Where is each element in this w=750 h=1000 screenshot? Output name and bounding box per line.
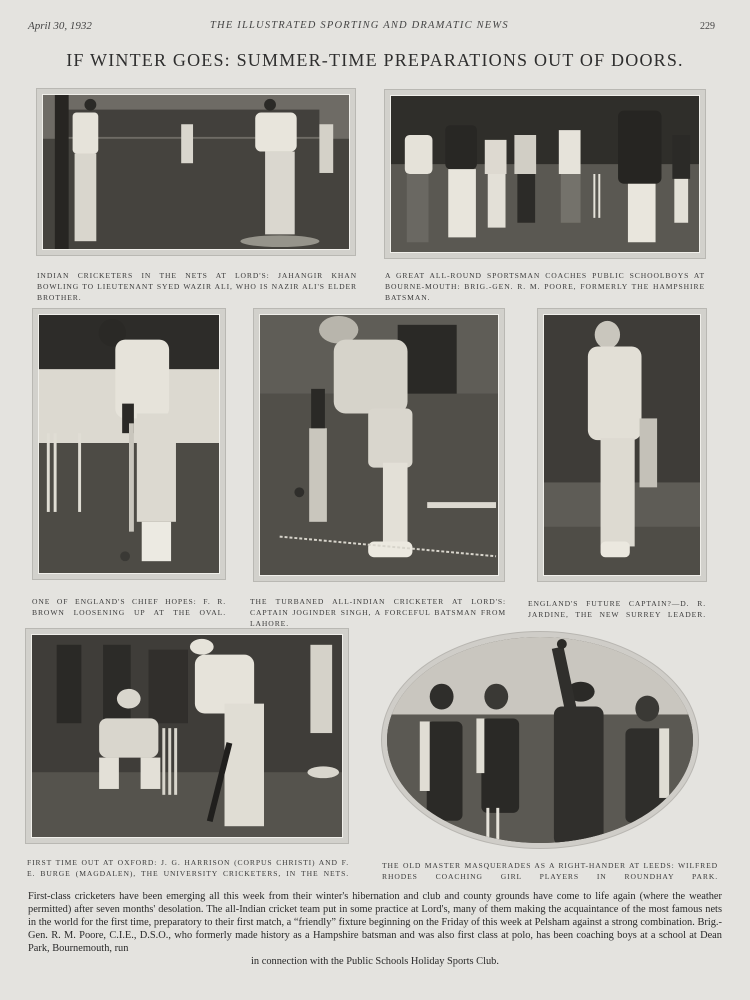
jardine-batting-photo	[544, 315, 700, 575]
article-body	[28, 890, 722, 968]
caption-poore-coaching: A GREAT ALL-ROUND SPORTSMAN COACHES PUBLIC SCHOOLBOYS AT BOURNE-MOUTH: BRIG.-GEN. R. M. POORE, FORMERLY THE HAMPSHIRE BATSMAN.	[385, 271, 705, 302]
article-last-line: in connection with the Public Schools Holiday Sports Club.	[251, 956, 499, 967]
brown-batting-photo	[39, 315, 219, 573]
photo-nets-lords	[36, 88, 356, 256]
photo-brown-oval	[32, 308, 226, 580]
article-paragraph: First-class cricketers have been emerging all this week from their winter's hibernation and club and county grounds have come to life again (where the weather permitted) after seven months' desolation. The all-Indian cricket team put in some practice at Lord's, many of them making the acquaintance of the most famous nets in the world for the first time, preparatory to their first match, a “friendly” fixture beginning on the Friday of this week at Pelsham against a strong combination. Brig.-Gen. R. M. Poore, C.I.E., D.S.O., who formerly made history as a Hampshire batsman and was also first class at polo, has been coaching boys at a school at Dean Park, Bournemouth, run	[28, 891, 722, 954]
schoolboys-coaching-photo	[391, 96, 699, 252]
rhodes-coaching-photo	[387, 637, 693, 843]
publication-title: THE ILLUSTRATED SPORTING AND DRAMATIC NEWS	[210, 20, 509, 31]
photo-joginder-singh	[253, 308, 505, 582]
caption-brown-oval: ONE OF ENGLAND'S CHIEF HOPES: F. R. BROWN LOOSENING UP AT THE OVAL.	[32, 597, 226, 617]
caption-oxford-nets: FIRST TIME OUT AT OXFORD: J. G. HARRISON (CORPUS CHRISTI) AND F. E. BURGE (MAGDALEN), THE UNIVERSITY CRICKETERS, IN THE NETS.	[27, 858, 349, 878]
caption-rhodes-leeds: THE OLD MASTER MASQUERADES AS A RIGHT-HANDER AT LEEDS: WILFRED RHODES COACHING GIRL PLAYERS IN ROUNDHAY PARK.	[382, 861, 718, 881]
caption-jardine: ENGLAND'S FUTURE CAPTAIN?—D. R. JARDINE, THE NEW SURREY LEADER.	[528, 599, 706, 619]
page-number: 229	[700, 21, 715, 32]
issue-date: April 30, 1932	[28, 20, 92, 32]
joginder-singh-batting-photo	[260, 315, 498, 575]
page-headline: IF WINTER GOES: SUMMER-TIME PREPARATIONS OUT OF DOORS.	[66, 50, 684, 70]
photo-oxford-nets	[25, 628, 349, 844]
caption-joginder-singh: THE TURBANED ALL-INDIAN CRICKETER AT LORD'S: CAPTAIN JOGINDER SINGH, A FORCEFUL BATSMAN FROM LAHORE.	[250, 597, 506, 628]
photo-poore-coaching	[384, 89, 706, 259]
oxford-cricketers-photo	[32, 635, 342, 837]
photo-jardine	[537, 308, 707, 582]
photo-rhodes-leeds	[381, 631, 699, 849]
cricket-nets-photo	[43, 95, 349, 249]
caption-nets-lords: INDIAN CRICKETERS IN THE NETS AT LORD'S: JAHANGIR KHAN BOWLING TO LIEUTENANT SYED WAZIR ALI, WHO IS NAZIR ALI'S ELDER BROTHER.	[37, 271, 357, 302]
